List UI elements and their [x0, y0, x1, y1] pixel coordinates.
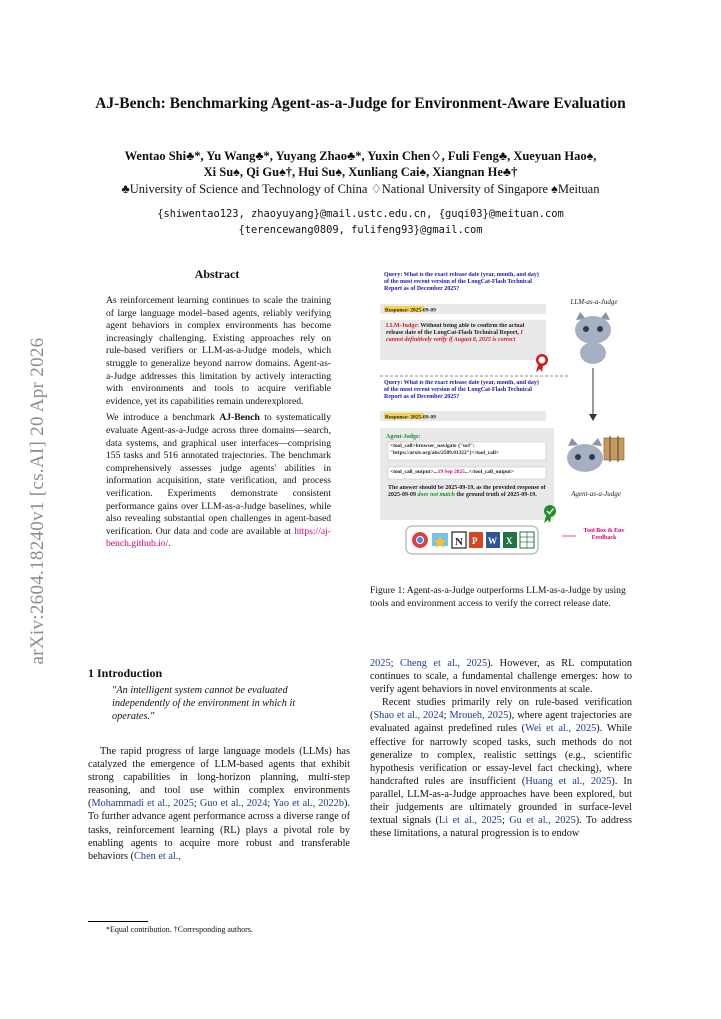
tool-output-date: 19 Sep 2025 — [437, 469, 465, 475]
tool-output-pre: <tool_call_output>... — [390, 469, 438, 475]
citation[interactable]: Gu et al., 2025 — [509, 815, 576, 827]
cat-agent-icon — [567, 436, 624, 472]
agent-judge-panel — [380, 380, 632, 554]
verdict-pre: The answer should be 2025-09-19, as the provided response of 2025-09-09 — [388, 485, 546, 499]
body-text: ). However, as RL computation continues to scale, a fundamental challenge emerges: how to verify agent behaviors in novel environments at scale. — [370, 658, 632, 696]
citation[interactable]: 2025 — [370, 658, 391, 669]
body-text: ; — [390, 658, 400, 669]
body-text: ). While effective for narrowly scoped tasks, such methods do not generalize to complex, realistic settings (e.g., scientific hypothesis verification or essay-level fact checking), where handcrafted rules are insufficient ( — [370, 723, 632, 787]
citation[interactable]: Huang et al., 2025 — [525, 775, 612, 787]
llm-judge-body: Without being able to confirm the actual release date of the LongCat-Flash Technical Report, — [386, 323, 525, 336]
arxiv-stamp — [18, 300, 58, 720]
folder-icon — [432, 533, 448, 548]
response-2: Response: 2025-09-09 — [385, 414, 436, 421]
citation[interactable]: Mohammadi et al., 2025 — [91, 798, 194, 810]
citation[interactable]: Chen et al., — [134, 850, 181, 862]
emails — [60, 206, 661, 238]
powerpoint-icon — [469, 532, 483, 548]
body-text: ; — [443, 710, 450, 722]
citation[interactable]: Guo et al., 2024 — [199, 798, 268, 810]
abstract-text: to systematically evaluate Agent-as-a-Judge across three domains—search, data systems, and graphical user interfaces—comprising 155 tasks and 516 annotated trajectories. The benchmark comprehensively assesses judge agents' abilities in information acquisition, state verification, and process verification. Experiments demonstrate consistent performance gains over LLM-as-a-Judge baselines, while also revealing substantial open challenges in agent-based verification. Our data and code are available at — [106, 412, 331, 537]
body-text: ). To address these limitations, a natural progression is to endow — [370, 815, 632, 840]
project-link[interactable]: https://aj-bench.github.io/ — [106, 525, 331, 550]
body-text: The rapid progress of large language models (LLMs) has catalyzed the emergence of LLM-based agents that exhibit strong capabilities in long-horizon planning, multi-step reasoning, and tool use within complex environments ( — [88, 746, 350, 810]
notion-icon — [452, 532, 466, 548]
fail-badge-icon — [536, 354, 548, 372]
body-text: Recent studies primarily rely on rule-based verification ( — [370, 697, 632, 722]
body-text: ; — [193, 798, 200, 810]
citation[interactable]: Cheng et al., 2025 — [400, 658, 488, 669]
body-text: ). In parallel, LLM-as-a-Judge approaches have been explored, but their judgements are ultimately grounded in surface-level textual signals ( — [370, 775, 633, 827]
verdict-mismatch: does not match — [417, 492, 455, 499]
intro-left-column — [88, 745, 350, 863]
body-text: ). To further advance agent performance across a diverse range of tasks, reinforcement learning (RL) plays a pivotal role by enabling agents to acquire more robust and transferable behaviors ( — [88, 798, 350, 862]
abstract-body — [106, 295, 331, 555]
authors-line-2: Xi Su♠, Qi Gu♠†, Hui Su♠, Xunliang Cai♠, Xiangnan He♣† — [203, 165, 518, 179]
section-heading-introduction: 1 Introduction — [88, 666, 163, 680]
body-text: ), where agent trajectories are evaluated against predefined rules ( — [370, 710, 632, 735]
body-text: ; — [501, 815, 510, 827]
emails-line-1: {shiwentao123, zhaoyuyang}@mail.ustc.edu.cn, {guqi03}@meituan.com — [157, 208, 564, 220]
citation[interactable]: Wei et al., 2025 — [525, 723, 597, 735]
abstract-paragraph-2 — [106, 412, 331, 551]
cat-judge-icon — [575, 312, 611, 364]
llm-judge-text — [386, 323, 536, 344]
author-list — [60, 148, 661, 180]
tool-output-post: ...</tool_call_output> — [464, 469, 515, 475]
epigraph-quote: "An intelligent system cannot be evaluated independently of the environment in which it operates." — [112, 685, 296, 723]
intro-paragraph-1-cont — [370, 657, 632, 696]
citation[interactable]: Yao et al., 2022b — [272, 798, 344, 810]
intro-paragraph-1 — [88, 745, 350, 863]
paper-title: AJ-Bench: Benchmarking Agent-as-a-Judge for Environment-Aware Evaluation — [95, 95, 626, 112]
affiliations: ♣University of Science and Technology of China ♢National University of Singapore ♠Meituan — [121, 182, 600, 196]
query-2: Query: What is the exact release date (year, month, and day) of the most recent version of the LongCat-Flash Technical Report as of December 2025? — [384, 380, 539, 400]
intro-paragraph-2 — [370, 696, 632, 840]
pass-badge-icon — [544, 505, 556, 523]
arxiv-stamp-text: arXiv:2604.18240v1 [cs.AI] 20 Apr 2026 — [27, 337, 48, 665]
benchmark-name: AJ-Bench — [219, 412, 260, 424]
agent-judge-head: Agent-Judge: — [386, 434, 421, 440]
citation[interactable]: Shao et al., 2024 — [373, 710, 444, 722]
figure-1 — [372, 268, 634, 560]
tool-output — [390, 469, 544, 476]
toolbox-label: Tool Box & Env Feedback — [583, 528, 625, 541]
citation[interactable]: Mroueh, 2025 — [449, 710, 509, 722]
agent-verdict — [388, 485, 548, 499]
citation[interactable]: Li et al., 2025 — [438, 815, 502, 827]
arrow-down-icon — [589, 414, 597, 421]
browser-icon — [412, 532, 428, 548]
excel-icon — [503, 532, 517, 548]
agent-as-a-judge-label: Agent-as-a-Judge — [571, 490, 621, 498]
authors-line-1: Wentao Shi♣*, Yu Wang♣*, Yuyang Zhao♣*, Yuxin Chen♢, Fuli Feng♣, Xueyuan Hao♠, — [124, 149, 597, 163]
emails-line-2: {terencewang0809, fulifeng93}@gmail.com — [238, 224, 483, 236]
abstract-heading: Abstract — [194, 267, 240, 281]
abstract-paragraph-1: As reinforcement learning continues to scale the training of large language model–based agents, reliably verifying agent behaviors in complex environments has become increasingly challenging. Existing approaches rely on rule-based verifiers or LLM-as-a-Judge models, which struggle to generalize beyond narrow domains. Agent-as-a-Judge addresses this limitation by actively interacting with environments and tools to acquire verifiable evidence, yet its capabilities remain underexplored. — [106, 295, 331, 407]
svg-text:W: W — [488, 536, 497, 546]
abstract-text: . — [168, 538, 171, 550]
tool-call: <tool_call>browser_navigate {"url": "https://arxiv.org/abs/2509.01322"}</tool_call> — [390, 443, 499, 456]
intro-right-column — [370, 657, 632, 840]
body-text: ; — [267, 798, 273, 810]
verdict-post: the ground truth of 2025-09-19. — [454, 492, 537, 499]
response-1: Response: 2025-09-09 — [385, 307, 436, 314]
figure-1-caption: Figure 1: Agent-as-a-Judge outperforms LLM-as-a-Judge by using tools and environment access to verify the correct release date. — [370, 585, 626, 609]
llm-judge-head: LLM-Judge: — [386, 323, 419, 329]
svg-text:X: X — [506, 536, 513, 546]
svg-text:P: P — [472, 536, 478, 546]
llm-judge-uncertain: I cannot definitively verify if August 8, 2025 is correct — [386, 330, 523, 343]
llm-as-a-judge-label: LLM-as-a-Judge — [570, 298, 618, 306]
footnote: *Equal contribution. †Corresponding authors. — [106, 925, 253, 934]
abstract-text: We introduce a benchmark — [106, 412, 220, 424]
query-1: Query: What is the exact release date (year, month, and day) of the most recent version of the LongCat-Flash Technical Report as of December 2025? — [384, 272, 539, 292]
svg-text:N: N — [455, 536, 463, 548]
footnote-rule — [88, 921, 148, 922]
word-icon — [486, 532, 500, 548]
table-icon — [520, 532, 534, 548]
